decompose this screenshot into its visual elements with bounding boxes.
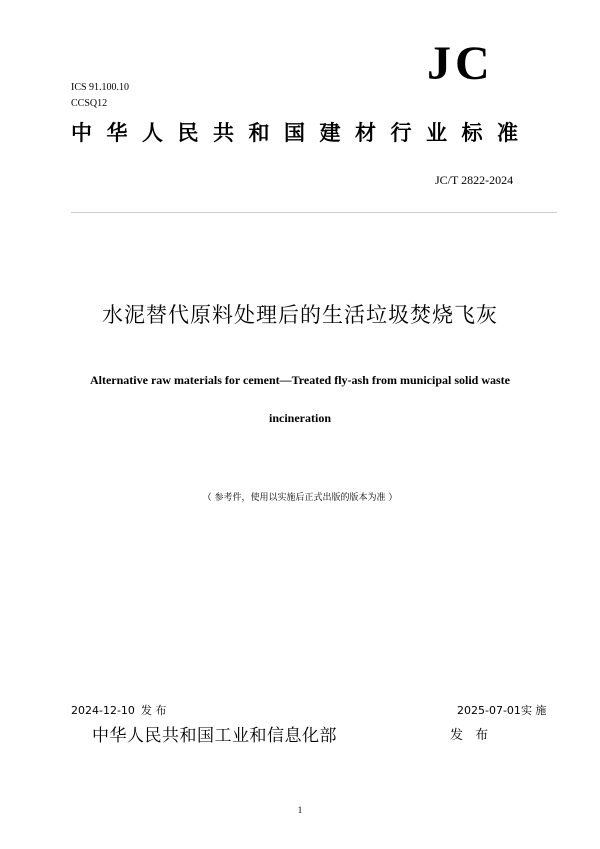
document-title-chinese: 水泥替代原料处理后的生活垃圾焚烧飞灰 [102, 303, 498, 327]
document-title-english: Alternative raw materials for cement—Treated fly-ash from municipal solid waste incineration [89, 373, 511, 425]
issue-date: 2024-12-10 [71, 704, 135, 717]
reference-note: （ 参考件，使用以实施后正式出版的版本为准 ） [202, 493, 398, 503]
jc-logo: JC [427, 37, 494, 90]
header-divider [71, 212, 557, 213]
issuing-authority: 中华人民共和国工业和信息化部 [92, 726, 337, 746]
publish-label: 发 布 [450, 728, 493, 743]
ics-code: ICS 91.100.10 [71, 82, 130, 93]
implementation-date: 2025-07-01 [457, 704, 521, 717]
standard-number: JC/T 2822-2024 [435, 173, 514, 187]
implementation-label: 实 施 [520, 704, 547, 717]
ccs-code: CCSQ12 [71, 98, 108, 109]
issue-date-line [71, 704, 166, 717]
issue-label: 发 布 [140, 704, 167, 717]
page-number: 1 [297, 805, 303, 815]
national-standard-heading: 中华人民共和国建材行业标准 [71, 121, 533, 145]
implementation-date-line [457, 704, 546, 717]
